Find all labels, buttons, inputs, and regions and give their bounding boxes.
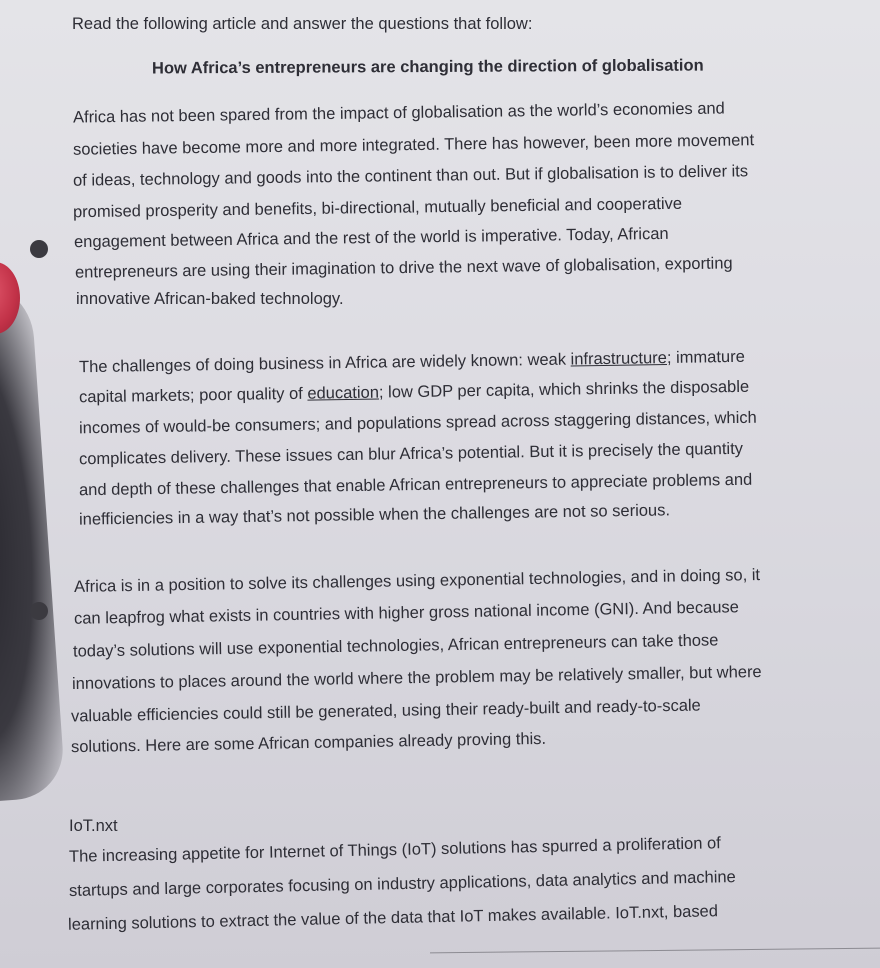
paragraph-1-line-7: innovative African-baked technology. bbox=[76, 290, 344, 308]
instruction-text: Read the following article and answer the questions that follow: bbox=[72, 15, 533, 33]
hand-shadow bbox=[0, 278, 66, 803]
paragraph-2-line-1-start: The challenges of doing business in Africa are widely known: weak bbox=[78, 350, 571, 377]
paragraph-3-line-6: solutions. Here are some African companies already proving this. bbox=[70, 729, 547, 757]
paragraph-3-line-5: valuable efficiencies could still be generated, using their ready-built and ready-to-scale bbox=[70, 696, 701, 726]
section-heading: IoT.nxt bbox=[69, 817, 118, 835]
paragraph-1-line-3: of ideas, technology and goods into the continent than out. But if globalisation is to deliver its bbox=[72, 162, 749, 190]
paragraph-3-line-3: today’s solutions will use exponential technologies, African entrepreneurs can take those bbox=[72, 631, 719, 661]
paragraph-4-line-2: startups and large corporates focusing on industry applications, data analytics and machine bbox=[68, 868, 736, 900]
infrastructure-link[interactable]: infrastructure bbox=[570, 348, 668, 369]
punch-hole-bottom bbox=[30, 602, 48, 620]
paragraph-3-line-4: innovations to places around the world where the problem may be relatively smaller, but where bbox=[71, 662, 762, 694]
paragraph-2-line-2-start: capital markets; poor quality of bbox=[78, 384, 308, 407]
paragraph-1-line-6: entrepreneurs are using their imagination to drive the next wave of globalisation, exporting bbox=[74, 254, 733, 282]
paragraph-3-line-2: can leapfrog what exists in countries with higher gross national income (GNI). And because bbox=[73, 598, 740, 628]
paragraph-2-line-2 bbox=[79, 377, 749, 408]
paragraph-2-line-1-end: ; immature bbox=[666, 347, 745, 367]
education-link[interactable]: education bbox=[307, 383, 380, 403]
paragraph-2-line-3: incomes of would-be consumers; and populations spread across staggering distances, which bbox=[78, 408, 757, 438]
paragraph-2-line-1 bbox=[79, 347, 745, 377]
paragraph-1-line-1: Africa has not been spared from the impact of globalisation as the world’s economies and bbox=[72, 99, 725, 127]
paragraph-4-line-3: learning solutions to extract the value of the data that IoT makes available. IoT.nxt, based bbox=[67, 902, 719, 934]
article-title: How Africa’s entrepreneurs are changing the direction of globalisation bbox=[151, 56, 704, 78]
paragraph-1-line-5: engagement between Africa and the rest of the world is imperative. Today, African bbox=[73, 224, 669, 252]
paragraph-3-line-1: Africa is in a position to solve its challenges using exponential technologies, and in doing so, it bbox=[73, 566, 761, 596]
paragraph-1-line-4: promised prosperity and benefits, bi-directional, mutually beneficial and cooperative bbox=[72, 194, 683, 222]
paragraph-2-line-4: complicates delivery. These issues can blur Africa’s potential. But it is precisely the quantity bbox=[78, 439, 744, 469]
paragraph-2-line-6: inefficiencies in a way that’s not possible when the challenges are not so serious. bbox=[78, 501, 671, 529]
paragraph-1-line-2: societies have become more and more integrated. There has however, been more movement bbox=[72, 131, 755, 159]
paragraph-4-line-1: The increasing appetite for Internet of Things (IoT) solutions has spurred a proliferation of bbox=[68, 834, 721, 866]
page-bottom-rule bbox=[430, 948, 880, 954]
punch-hole-top bbox=[30, 240, 48, 258]
paragraph-2-line-5: and depth of these challenges that enable African entrepreneurs to appreciate problems and bbox=[78, 470, 753, 500]
paragraph-2-line-2-end: ; low GDP per capita, which shrinks the disposable bbox=[378, 377, 750, 402]
